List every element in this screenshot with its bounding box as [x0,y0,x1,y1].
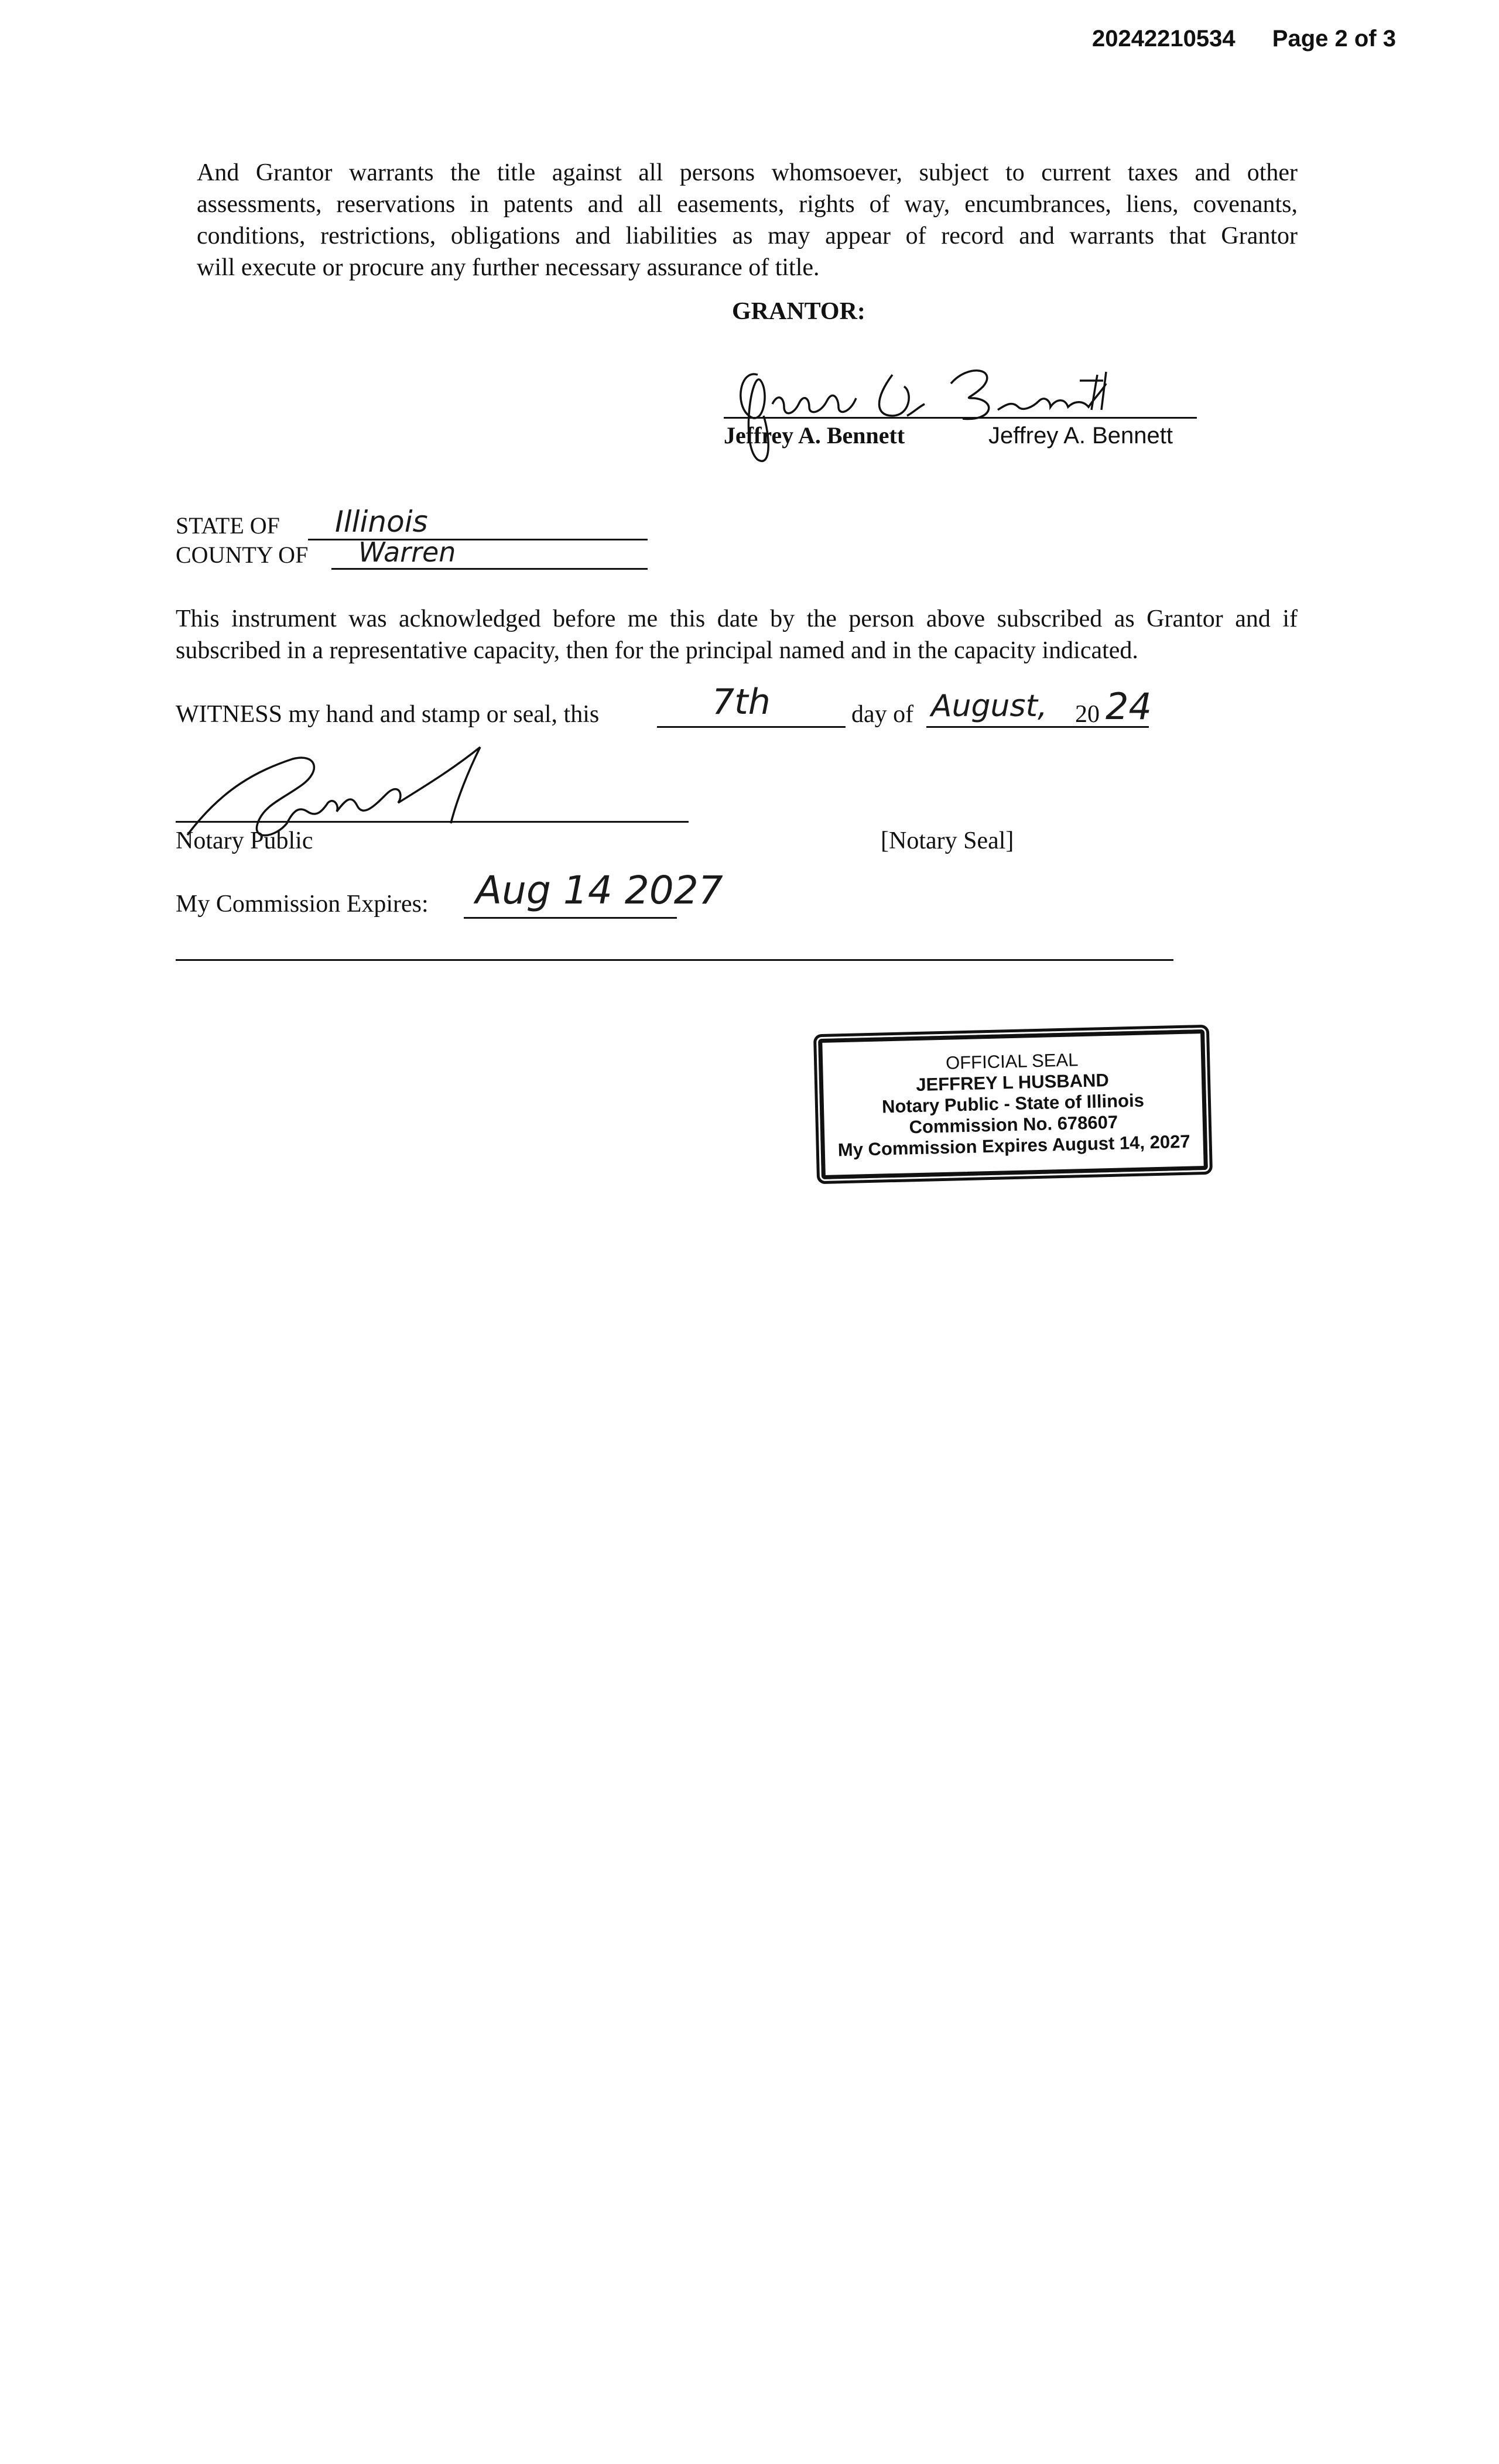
paragraph-line: subscribed in a representative capacity, then for the principal named and in the capacity indicated. [176,637,1138,664]
county-handwritten: Warren [358,536,456,568]
witness-day-handwritten: 7th [712,682,771,723]
notary-signature-line [176,821,689,823]
page-header [1092,26,1396,52]
commission-line [464,917,677,919]
page-indicator: Page 2 of 3 [1272,26,1396,52]
grantor-signature-line [724,417,1197,419]
state-handwritten: Illinois [335,505,428,539]
stamp-state: Notary Public - State of Illinois [881,1090,1145,1117]
state-label: STATE OF [176,512,280,539]
stamp-title: OFFICIAL SEAL [945,1049,1079,1073]
paragraph-line: assessments, reservations in patents and all easements, rights of way, encumbrances, liens, covenants, [197,191,1298,218]
witness-label: WITNESS my hand and stamp or seal, this [176,701,600,728]
document-number: 20242210534 [1091,26,1236,52]
grantor-printed-name: Jeffrey A. Bennett [724,422,905,449]
warranty-paragraph [197,157,1298,283]
notary-seal-label: [Notary Seal] [881,827,1014,854]
separator-line [176,959,1173,961]
stamp-commission-number: Commission No. 678607 [909,1111,1118,1138]
grantor-label: GRANTOR: [732,298,865,325]
day-of-label: day of [851,701,914,728]
acknowledgment-paragraph [176,603,1298,666]
paragraph-line: And Grantor warrants the title against all persons whomsoever, subject to current taxes and other [197,159,1298,186]
official-seal-stamp [818,1029,1208,1179]
stamp-notary-name: JEFFREY L HUSBAND [915,1069,1110,1096]
witness-day-line [657,726,846,728]
commission-expires-label: My Commission Expires: [176,891,429,918]
county-label: COUNTY OF [176,542,309,568]
notary-public-label: Notary Public [176,827,313,854]
signature-scribble [717,351,1209,468]
county-line [331,568,648,570]
grantor-signature [717,351,1209,468]
stamp-text [833,1047,1193,1169]
paragraph-line: conditions, restrictions, obligations and liabilities as may appear of record and warrants that Grantor [197,223,1298,249]
year-prefix: 20 [1075,701,1100,728]
witness-month-handwritten: August, [931,689,1048,724]
stamp-expiration: My Commission Expires August 14, 2027 [837,1131,1190,1161]
paragraph-line: This instrument was acknowledged before me this date by the person above subscribed as Grantor and if [176,605,1298,632]
commission-handwritten: Aug 14 2027 [475,868,723,913]
witness-year-handwritten: 24 [1106,685,1152,728]
paragraph-line: will execute or procure any further necessary assurance of title. [197,254,820,281]
grantor-typed-name: Jeffrey A. Bennett [988,423,1173,449]
